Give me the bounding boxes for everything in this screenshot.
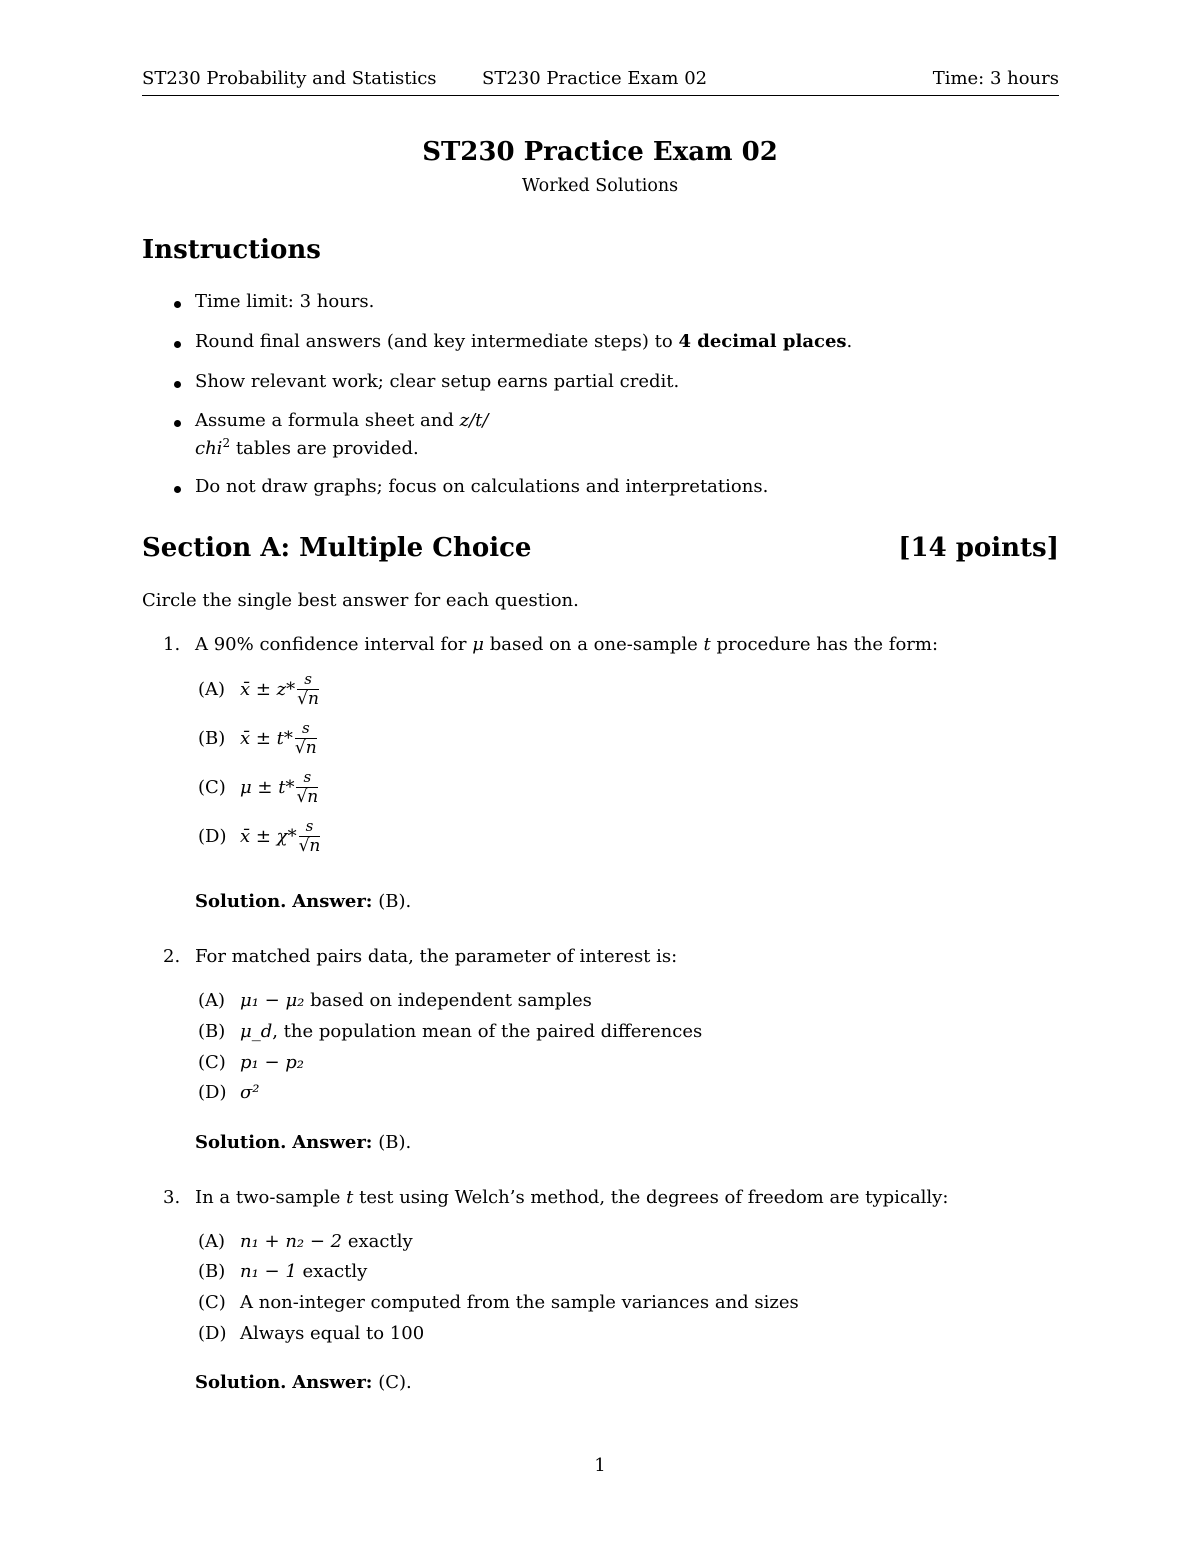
question-text: A 90% confidence interval for μ based on a one-sample t procedure has the form:	[195, 634, 939, 655]
header-time: Time: 3 hours	[932, 68, 1059, 89]
option-d: (D) x̄ ± χ* $\frac{s}{√n}$	[198, 817, 321, 856]
option-b: (B) μ_d, the population mean of the paired differences	[198, 1021, 703, 1042]
question-text: For matched pairs data, the parameter of interest is:	[195, 946, 678, 967]
option-a: (A) x̄ ± z* $\frac{s}{√n}$	[198, 670, 319, 709]
page-number: 1	[594, 1455, 606, 1476]
option-c: (C) A non-integer computed from the sample variances and sizes	[198, 1292, 799, 1313]
document-page: ST230 Probability and Statistics ST230 Practice Exam 02 Time: 3 hours ST230 Practice Exam 02 Worked Solutions Instructions Time limit: 3 hours. Round final answers (and key intermediate steps) to 4 decimal places. Show relevant work; clear setup earns partial credit. Assume a formula sheet and z/t/ chi$^2$ tables are provided. Do not draw graphs; focus on calculations and interpretations. Section A: Multiple Choice [14 points] Circle the single best answer for each question. 1. A 90% confidence interval for μ based on a one-sample t procedure has the form: (A) x̄ ± z* $\frac{s}{√n}$ (B) x̄ ± t* $\frac{s}{√n}$ (C) μ ± t* $\frac{s}{√n}$ (D) x̄ ± χ* $\frac{s}{√n}$ Solution. Answer: (B). 2. For matched pairs data, the parameter of interest is: (A) μ₁ − μ₂ based on independent samples (B) μ_d, the population mean of the paired differences (C) p₁ − p₂ (D) σ² Solution. Answer: (B). 3. In a two-sample t test using Welch’s method, the degrees of freedom are typically: (A) n₁ + n₂ − 2 exactly (B) n₁ − 1 exactly (C) A non-integer computed from the sample variances and sizes (D) Always equal to 100 Solution. Answer: (C). 1	[0, 0, 1200, 1553]
question-text: In a two-sample t test using Welch’s method, the degrees of freedom are typically:	[195, 1187, 949, 1208]
section-a-intro: Circle the single best answer for each question.	[142, 590, 579, 611]
document-title: ST230 Practice Exam 02	[422, 137, 778, 167]
header-exam: ST230 Practice Exam 02	[482, 68, 708, 89]
solution-line: Solution. Answer: (B).	[195, 1132, 412, 1153]
question-number: 1.	[163, 634, 181, 655]
bullet-icon	[174, 381, 181, 388]
option-d: (D) σ²	[198, 1082, 260, 1103]
instructions-heading: Instructions	[142, 235, 321, 265]
option-c: (C) μ ± t* $\frac{s}{√n}$	[198, 768, 319, 807]
running-header	[142, 68, 1059, 96]
instruction-item-continued: chi$^2$ tables are provided.	[195, 436, 419, 459]
option-a: (A) n₁ + n₂ − 2 exactly	[198, 1231, 413, 1252]
bullet-icon	[174, 420, 181, 427]
option-b: (B) x̄ ± t* $\frac{s}{√n}$	[198, 719, 317, 758]
option-c: (C) p₁ − p₂	[198, 1052, 305, 1073]
document-subtitle: Worked Solutions	[521, 176, 679, 196]
option-b: (B) n₁ − 1 exactly	[198, 1261, 368, 1282]
bullet-icon	[174, 486, 181, 493]
bullet-icon	[174, 341, 181, 348]
solution-line: Solution. Answer: (B).	[195, 891, 412, 912]
header-course: ST230 Probability and Statistics	[142, 68, 437, 89]
section-a-points: [14 points]	[898, 533, 1059, 563]
solution-line: Solution. Answer: (C).	[195, 1372, 412, 1393]
question-number: 3.	[163, 1187, 181, 1208]
bullet-icon	[174, 301, 181, 308]
option-d: (D) Always equal to 100	[198, 1323, 425, 1344]
option-a: (A) μ₁ − μ₂ based on independent samples	[198, 990, 592, 1011]
question-number: 2.	[163, 946, 181, 967]
section-a-title: Section A: Multiple Choice	[142, 533, 532, 563]
